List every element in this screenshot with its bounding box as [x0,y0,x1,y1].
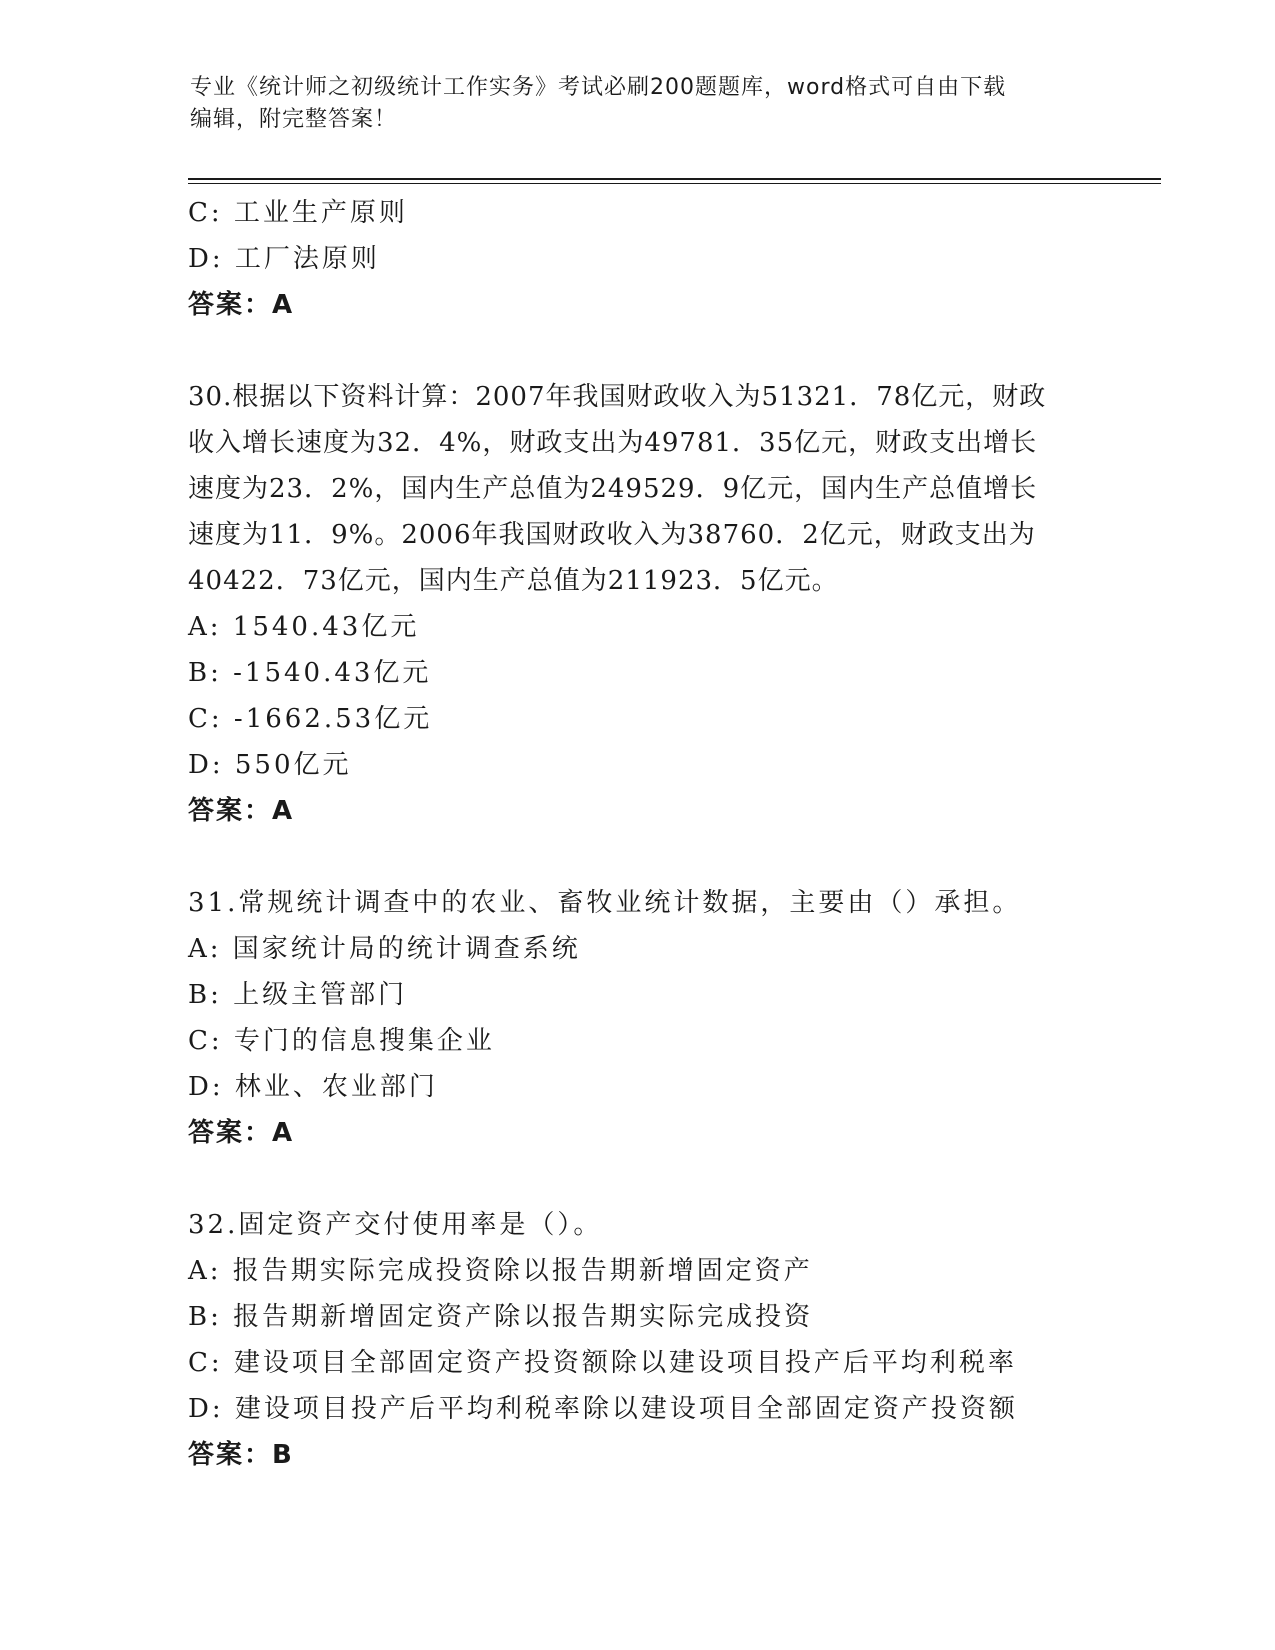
answer-label: 答案：B [188,1440,294,1470]
question-31 [188,880,1088,1156]
option-a: A: 国家统计局的统计调查系统 [188,934,581,964]
option-b: B: 上级主管部门 [188,980,408,1010]
option-d: D: 550亿元 [188,750,352,780]
answer-label: 答案：A [188,1118,295,1148]
question-29-tail [188,190,1088,328]
option-a: A: 1540.43亿元 [188,612,420,642]
question-30 [188,374,1088,834]
option-c: C: 建设项目全部固定资产投资额除以建设项目投产后平均利税率 [188,1348,1017,1378]
header-line-2: 编辑，附完整答案！ [190,107,398,132]
option-c: C: -1662.53亿元 [188,704,433,734]
document-body [188,190,1088,1478]
header-divider-thin [188,183,1161,184]
option-d: D: 林业、农业部门 [188,1072,438,1102]
option-c: C: 专门的信息搜集企业 [188,1026,495,1056]
option-a: A: 报告期实际完成投资除以报告期新增固定资产 [188,1256,813,1286]
question-stem: 31.常规统计调查中的农业、畜牧业统计数据，主要由（）承担。 [188,888,1022,918]
spacer [188,328,1088,374]
option-c: C: 工业生产原则 [188,198,408,228]
page-header [190,72,1090,136]
option-b: B: -1540.43亿元 [188,658,432,688]
question-stem: 32.固定资产交付使用率是（）。 [188,1210,603,1240]
question-stem-line: 速度为11．9%。2006年我国财政收入为38760．2亿元，财政支出为 [188,520,1036,550]
question-32 [188,1202,1088,1478]
header-line-1: 专业《统计师之初级统计工作实务》考试必刷200题题库，word格式可自由下载 [190,75,1007,100]
spacer [188,1156,1088,1202]
option-d: D: 建设项目投产后平均利税率除以建设项目全部固定资产投资额 [188,1394,1018,1424]
question-stem-line: 速度为23．2%，国内生产总值为249529．9亿元，国内生产总值增长 [188,474,1038,504]
header-divider [188,178,1161,180]
question-stem [188,374,1088,604]
option-b: B: 报告期新增固定资产除以报告期实际完成投资 [188,1302,814,1332]
option-d: D: 工厂法原则 [188,244,380,274]
question-stem-line: 收入增长速度为32．4%，财政支出为49781．35亿元，财政支出增长 [188,428,1038,458]
answer-label: 答案：A [188,290,295,320]
answer-label: 答案：A [188,796,295,826]
spacer [188,834,1088,880]
question-stem-line: 40422．73亿元，国内生产总值为211923．5亿元。 [188,566,839,596]
question-stem-line: 30.根据以下资料计算：2007年我国财政收入为51321．78亿元，财政 [188,382,1047,412]
